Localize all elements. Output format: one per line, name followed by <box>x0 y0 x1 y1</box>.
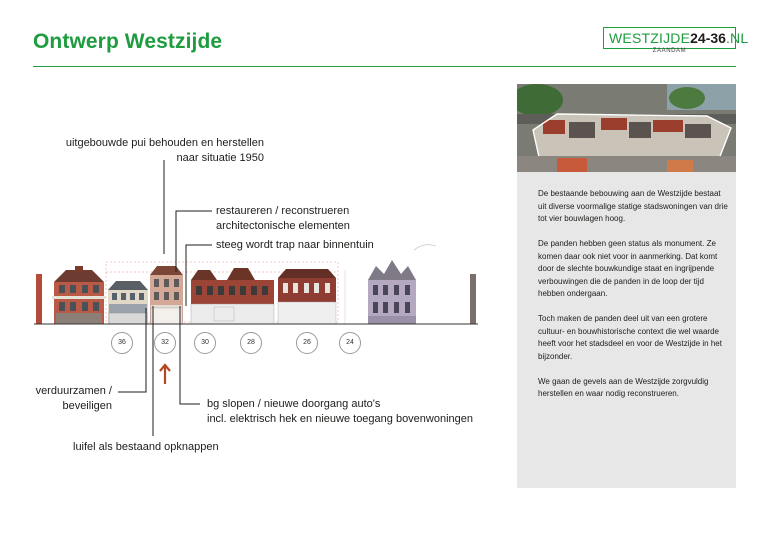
arrow-icon <box>160 365 170 384</box>
facade-26 <box>278 269 336 324</box>
annotation-verduurzamen-line-1: verduurzamen / <box>35 385 112 397</box>
logo-number: 24-36 <box>690 30 726 46</box>
facade-32 <box>150 266 183 324</box>
annotation-steeg: steeg wordt trap naar binnentuin <box>216 239 374 251</box>
house-number-32: 32 <box>154 332 176 354</box>
annotation-restaureren-line-2: architectonische elementen <box>216 220 350 232</box>
info-text <box>538 188 728 413</box>
annotation-luifel: luifel als bestaand opknappen <box>73 441 219 453</box>
info-paragraph-4: We gaan de gevels aan de Westzijde zorgvuldig herstellen en waar nodig reconstrueren. <box>538 376 709 398</box>
info-panel <box>517 84 736 488</box>
page-title: Ontwerp Westzijde <box>33 30 223 53</box>
facade-36 <box>52 266 106 324</box>
aerial-photo <box>517 84 736 172</box>
facade-edge-right <box>470 274 476 324</box>
facade-34 <box>108 281 148 324</box>
annotation-pui-line-1: uitgebouwde pui behouden en herstellen <box>65 137 264 149</box>
house-number-26: 26 <box>296 332 318 354</box>
house-number-24: 24 <box>339 332 361 354</box>
logo-wordmark <box>603 27 749 49</box>
house-number-28: 28 <box>240 332 262 354</box>
logo-domain: .NL <box>725 30 749 46</box>
info-paragraph-1: De bestaande bebouwing aan de Westzijde bestaat uit diverse voormalige statige stadswoningen van drie tot vier bouwlagen hoog. <box>538 189 728 223</box>
logo[interactable] <box>603 27 749 58</box>
annotation-bg-slopen-line-2: incl. elektrisch hek en nieuwe toegang bovenwoningen <box>207 413 474 425</box>
logo-main: WESTZIJDE <box>609 30 691 46</box>
annotation-bg-slopen-line-1: bg slopen / nieuwe doorgang auto's <box>207 398 381 410</box>
house-number-30: 30 <box>194 332 216 354</box>
house-number-36: 36 <box>111 332 133 354</box>
facade-24 <box>345 245 436 324</box>
facade-30 <box>191 268 274 324</box>
info-paragraph-3: Toch maken de panden deel uit van een grotere cultuur- en bouwhistorische context die wel waarde heeft voor het stadsdeel en voor de Westzijde in het bijzonder. <box>538 314 722 361</box>
annotation-verduurzamen-line-2: beveiligen <box>62 400 112 412</box>
annotation-pui-line-2: naar situatie 1950 <box>176 152 264 164</box>
annotation-restaureren-line-1: restaureren / reconstrueren <box>216 205 350 217</box>
logo-subtitle: ZAANDAM <box>652 48 687 54</box>
facade-edge-left <box>36 274 42 324</box>
info-paragraph-2: De panden hebben geen status als monument. Ze komen daar ook niet voor in aanmerking. Dat komt door de slechte bouwkundige staat en ingrijpende verbouwingen die de panden in de loop der tijd hebben ondergaan. <box>538 239 718 298</box>
